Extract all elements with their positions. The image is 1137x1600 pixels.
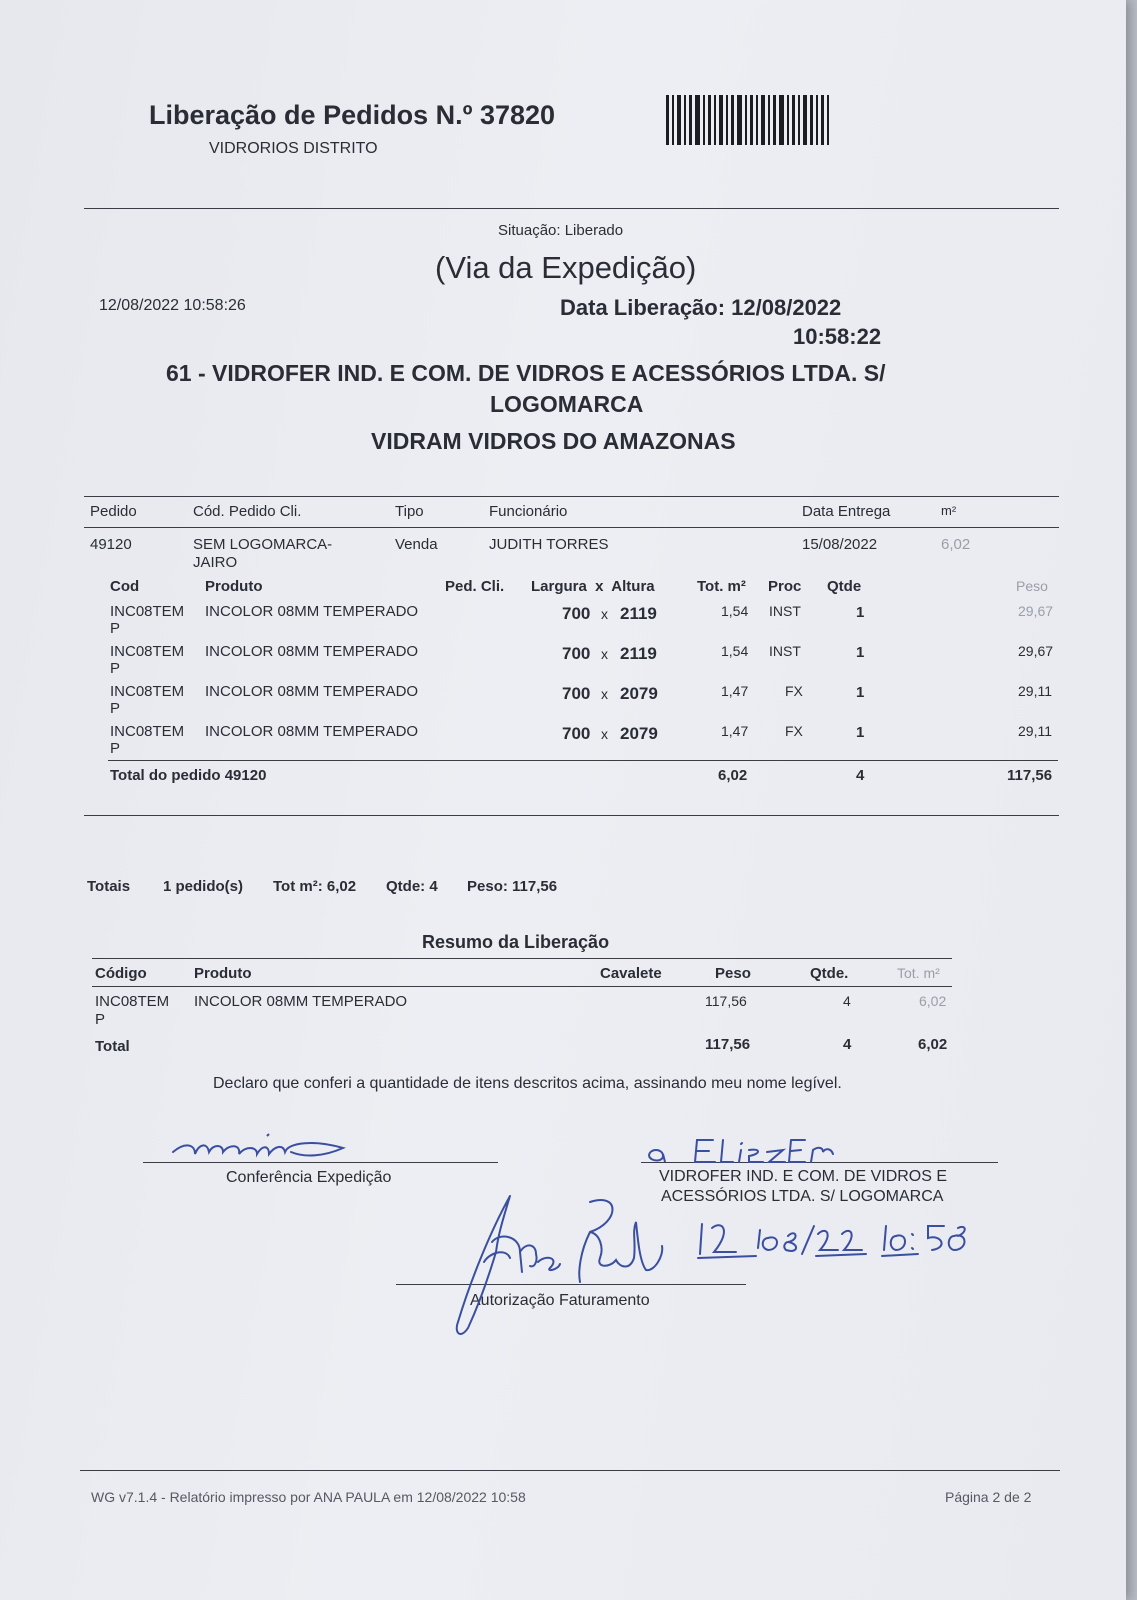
item-peso: 29,11 xyxy=(1018,683,1052,699)
totals-peso: Peso: 117,56 xyxy=(467,878,558,895)
resumo-col-peso: Peso xyxy=(715,965,751,982)
header-divider xyxy=(84,208,1059,209)
resumo-tot-m2: 6,02 xyxy=(919,993,947,1009)
item-altura: 2079 xyxy=(620,724,658,743)
item-cod-line1: INC08TEM xyxy=(110,723,185,740)
resumo-total-qtde: 4 xyxy=(843,1036,852,1053)
client-subname: VIDRAM VIDROS DO AMAZONAS xyxy=(371,428,736,454)
item-produto: INCOLOR 08MM TEMPERADO xyxy=(205,723,419,740)
resumo-header-bottom-line xyxy=(92,986,952,987)
col-tipo: Tipo xyxy=(395,503,424,520)
item-produto: INCOLOR 08MM TEMPERADO xyxy=(205,683,419,700)
via-label: (Via da Expedição) xyxy=(435,250,697,285)
item-proc: INST xyxy=(769,603,801,619)
items-col-cod: Cod xyxy=(110,578,140,595)
footer-divider xyxy=(80,1470,1060,1471)
resumo-cod-line2: P xyxy=(95,1011,106,1028)
totals-pedidos: 1 pedido(s) xyxy=(163,878,244,895)
item-proc: FX xyxy=(785,723,803,739)
item-cod-line1: INC08TEM xyxy=(110,603,185,620)
release-time: 10:58:22 xyxy=(793,324,882,349)
item-tot-m2: 1,54 xyxy=(721,603,749,619)
item-peso: 29,67 xyxy=(1018,603,1054,619)
order-m2: 6,02 xyxy=(941,536,971,553)
items-col-tot-m2: Tot. m² xyxy=(697,578,746,595)
item-altura: 2119 xyxy=(620,644,657,663)
order-total-m2: 6,02 xyxy=(718,767,748,784)
item-x: x xyxy=(601,686,608,702)
resumo-col-tot-m2: Tot. m² xyxy=(897,965,940,981)
order-tipo: Venda xyxy=(395,536,438,553)
items-col-qtde: Qtde xyxy=(827,578,862,595)
item-tot-m2: 1,47 xyxy=(721,723,749,739)
item-produto: INCOLOR 08MM TEMPERADO xyxy=(205,603,419,620)
order-cod-line1: SEM LOGOMARCA- xyxy=(193,536,333,553)
item-altura: 2079 xyxy=(620,684,658,703)
item-proc: INST xyxy=(769,643,801,659)
item-largura: 700 xyxy=(562,604,591,623)
order-pedido: 49120 xyxy=(90,536,132,553)
declaration-text: Declaro que conferi a quantidade de itens descritos acima, assinando meu nome legível. xyxy=(213,1075,842,1092)
item-produto: INCOLOR 08MM TEMPERADO xyxy=(205,643,419,660)
resumo-total-m2: 6,02 xyxy=(918,1036,948,1053)
client-signature-name-line2: ACESSÓRIOS LTDA. S/ LOGOMARCA xyxy=(661,1188,944,1205)
resumo-peso: 117,56 xyxy=(705,993,747,1009)
resumo-produto: INCOLOR 08MM TEMPERADO xyxy=(194,993,408,1010)
item-tot-m2: 1,54 xyxy=(721,643,749,659)
autorizacao-label: Autorização Faturamento xyxy=(470,1292,650,1309)
items-col-largura-altura: Largura x Altura xyxy=(531,578,655,595)
col-pedido: Pedido xyxy=(90,503,137,520)
order-total-label: Total do pedido 49120 xyxy=(110,767,267,784)
items-col-ped-cli: Ped. Cli. xyxy=(445,578,505,595)
col-funcionario: Funcionário xyxy=(489,503,568,520)
order-funcionario: JUDITH TORRES xyxy=(489,536,609,553)
document-title: Liberação de Pedidos N.º 37820 xyxy=(149,100,556,130)
resumo-total-label: Total xyxy=(95,1038,130,1055)
resumo-total-peso: 117,56 xyxy=(705,1036,751,1053)
item-altura: 2119 xyxy=(620,604,657,623)
item-cod-line1: INC08TEM xyxy=(110,683,185,700)
item-cod-line2: P xyxy=(110,700,121,717)
item-qtde: 1 xyxy=(856,724,865,741)
item-largura: 700 xyxy=(562,724,591,743)
client-signature-name-line1: VIDROFER IND. E COM. DE VIDROS E xyxy=(659,1168,948,1185)
item-cod-line2: P xyxy=(110,660,121,677)
item-tot-m2: 1,47 xyxy=(721,683,749,699)
col-data-entrega: Data Entrega xyxy=(802,503,891,520)
signature-autorizacao xyxy=(450,1192,690,1342)
signature-client xyxy=(645,1134,865,1166)
item-x: x xyxy=(601,726,608,742)
resumo-header-top-line xyxy=(92,958,952,959)
resumo-title: Resumo da Liberação xyxy=(422,932,610,952)
conferencia-label: Conferência Expedição xyxy=(226,1169,392,1186)
item-proc: FX xyxy=(785,683,803,699)
resumo-col-qtde: Qtde. xyxy=(810,965,849,982)
resumo-col-cavalete: Cavalete xyxy=(600,965,662,982)
release-date: Data Liberação: 12/08/2022 xyxy=(560,295,842,320)
handwritten-date xyxy=(696,1218,996,1262)
page-number: Página 2 de 2 xyxy=(945,1489,1032,1505)
client-name-line1: 61 - VIDROFER IND. E COM. DE VIDROS E ACESSÓRIOS LTDA. S/ xyxy=(166,360,886,386)
items-col-produto: Produto xyxy=(205,578,263,595)
item-peso: 29,11 xyxy=(1018,723,1052,739)
item-peso: 29,67 xyxy=(1018,643,1054,659)
company-name: VIDRORIOS DISTRITO xyxy=(209,140,378,157)
footer-left-text: WG v7.1.4 - Relatório impresso por ANA PAULA em 12/08/2022 10:58 xyxy=(91,1489,526,1505)
barcode xyxy=(666,95,838,145)
item-largura: 700 xyxy=(562,644,591,663)
order-cod-line2: JAIRO xyxy=(193,554,238,571)
item-qtde: 1 xyxy=(856,644,865,661)
totals-m2: Tot m²: 6,02 xyxy=(273,878,357,895)
item-x: x xyxy=(601,606,608,622)
resumo-cod-line1: INC08TEM xyxy=(95,993,170,1010)
order-header-top-line xyxy=(84,496,1059,497)
order-section-bottom-line xyxy=(84,815,1059,816)
items-col-proc: Proc xyxy=(768,578,802,595)
totals-label: Totais xyxy=(87,878,131,895)
order-total-line xyxy=(108,760,1058,761)
signature-conferencia xyxy=(165,1122,355,1166)
item-qtde: 1 xyxy=(856,604,865,621)
col-cod-pedido-cli: Cód. Pedido Cli. xyxy=(193,503,302,520)
items-col-peso: Peso xyxy=(1016,578,1048,594)
resumo-qtde: 4 xyxy=(843,993,851,1009)
item-cod-line2: P xyxy=(110,620,121,637)
status-text: Situação: Liberado xyxy=(498,222,624,239)
totals-qtde: Qtde: 4 xyxy=(386,878,438,895)
item-cod-line1: INC08TEM xyxy=(110,643,185,660)
item-x: x xyxy=(601,646,608,662)
resumo-col-produto: Produto xyxy=(194,965,252,982)
order-header-bottom-line xyxy=(84,527,1059,528)
order-total-qtde: 4 xyxy=(856,767,865,784)
resumo-col-codigo: Código xyxy=(95,965,147,982)
item-cod-line2: P xyxy=(110,740,121,757)
col-m2: m² xyxy=(941,503,957,518)
order-data-entrega: 15/08/2022 xyxy=(802,536,878,553)
item-largura: 700 xyxy=(562,684,591,703)
printed-datetime: 12/08/2022 10:58:26 xyxy=(99,297,246,314)
client-name-line2: LOGOMARCA xyxy=(490,391,644,417)
item-qtde: 1 xyxy=(856,684,865,701)
order-total-peso: 117,56 xyxy=(1007,767,1053,784)
